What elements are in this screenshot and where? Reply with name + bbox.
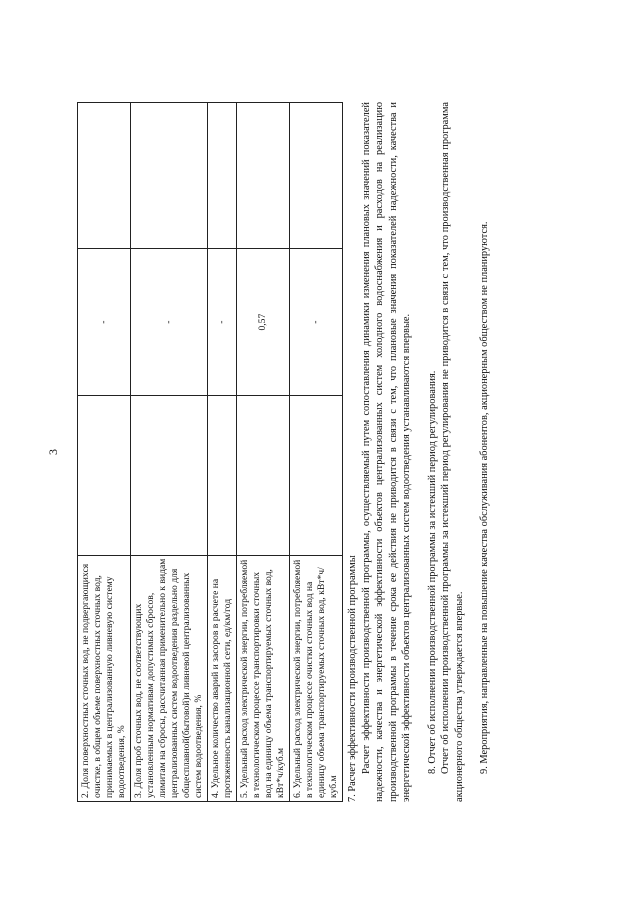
indicator-name-cell: 5. Удельный расход электрической энергии, потребляемой в технологическом процессе транспортировки сточных вод на единицу объема транспортируемых сточных вод, кВт*ч/куб.м <box>236 555 289 801</box>
table-row <box>236 103 289 802</box>
section-7-heading: 7. Расчет эффективности производственной программы <box>347 555 358 802</box>
table-row <box>207 103 236 802</box>
value-cell-1 <box>78 396 131 555</box>
section-9-paragraph: 9. Мероприятия, направленные на повышение качества обслуживания абонентов, акционерным обществом не планируются. <box>479 221 491 774</box>
indicators-table <box>77 102 343 802</box>
value-cell-3 <box>289 103 342 249</box>
page-number: 3 <box>46 449 60 455</box>
text-block <box>346 102 492 802</box>
rotated-page <box>40 32 600 872</box>
table-row <box>130 103 207 802</box>
table-row <box>289 103 342 802</box>
value-cell-1 <box>289 396 342 555</box>
value-cell-3 <box>236 103 289 249</box>
indicator-name-cell: 2. Доля поверхностных сточных вод, не подвергающихся очистке, в общем объеме поверхностных сточных вод, принимаемых в централизованную ливневую систему водоотведения, % <box>78 555 131 801</box>
value-cell-1 <box>130 396 207 555</box>
value-cell-3 <box>78 103 131 249</box>
value-cell-2: - <box>130 249 207 396</box>
section-8-heading: 8. Отчет об исполнении производственной программы за истекший период регулирования. <box>426 370 438 774</box>
value-cell-1 <box>236 396 289 555</box>
value-cell-3 <box>130 103 207 249</box>
value-cell-2: - <box>289 249 342 396</box>
value-cell-1 <box>207 396 236 555</box>
indicator-name-cell: 4. Удельное количество аварий и засоров в расчете на протяженность канализационной сети, ед/км/год <box>207 555 236 801</box>
value-cell-3 <box>207 103 236 249</box>
indicator-name-cell: 3. Доля проб сточных вод, не соответствующих установленным нормативам допустимых сбросов, лимитам на сбросы, рассчитанная применительно к видам централизованных систем водоотведения раздельно для общесплавной(бытовой)и ливневой централизованных систем водоотведения, % <box>130 555 207 801</box>
section-8-paragraph: Отчет об исполнении производственной программы за истекший период регулирования не приводится в связи с тем, что производственная программа акционерного общества утверждается впервые. <box>440 102 465 802</box>
table-row <box>78 103 131 802</box>
value-cell-2: - <box>78 249 131 396</box>
value-cell-2: - <box>207 249 236 396</box>
indicator-name-cell: 6. Удельный расход электрической энергии, потребляемой в технологическом процессе очистки сточных вод на единицу объема транспортируемых сточных вод, кВт*ч/куб.м <box>289 555 342 801</box>
section-7-paragraph: Расчет эффективности производственной программы, осуществляемый путем сопоставления динамики изменения плановых значений показателей надежности, качества и энергетической эффективности объектов централизованных систем холодного водоснабжения и расходов на реализацию производственной программы в течение срока ее действия не приводится в связи с тем, что плановые значения показателей надежности, качества и энергетической эффективности объектов централизованных систем водоотведения устанавливаются впервые. <box>360 102 413 802</box>
indicators-table-body <box>78 103 343 802</box>
value-cell-2: 0,57 <box>236 249 289 396</box>
